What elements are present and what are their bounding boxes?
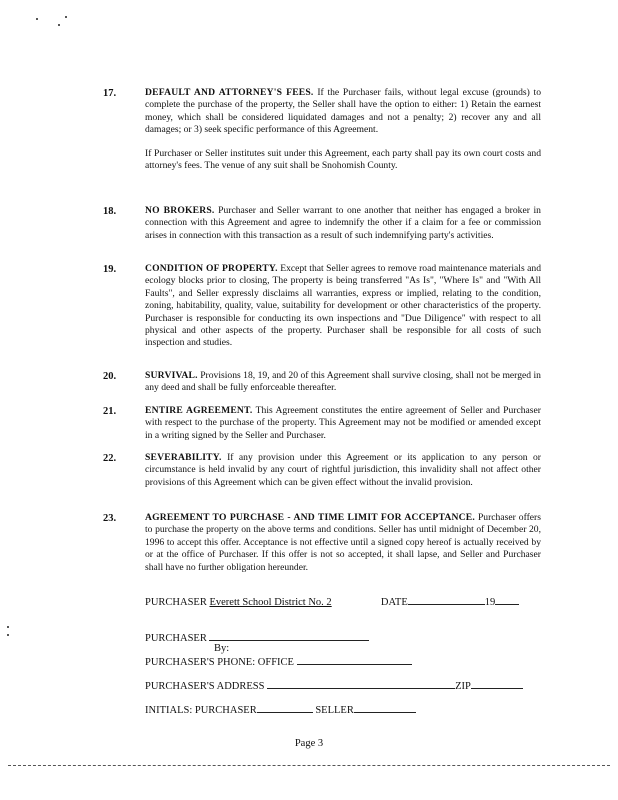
purchaser-name-field[interactable]: Everett School District No. 2 — [209, 597, 332, 608]
purchaser-signature-line — [145, 630, 369, 646]
section-paragraph: If the Purchaser fails, without legal excuse (grounds) to complete the purchase of the property, the Seller shall have the option to either: 1) Retain the earnest money, which shall be considered liquidated damages and not a penalty; 2) recover any and all damages; or 3) seek specific performance of this Agreement. — [145, 87, 542, 136]
office-label: OFFICE — [257, 657, 294, 668]
section-number: 18. — [103, 206, 117, 217]
address-label: PURCHASER'S ADDRESS — [145, 681, 265, 692]
section-body — [145, 87, 541, 183]
section-body — [145, 263, 541, 361]
purchaser-label: PURCHASER — [145, 633, 207, 644]
scan-speck — [65, 16, 67, 18]
section-body — [145, 512, 541, 585]
section-body — [145, 370, 541, 406]
office-phone-field[interactable] — [297, 654, 412, 665]
section-heading: ENTIRE AGREEMENT. — [145, 405, 253, 416]
section-paragraph: Except that Seller agrees to remove road maintenance materials and ecology blocks prior to closing, The property is being transferred "As Is", "Where Is" and "With All Faults", and Seller expressly disclaims all warranties, express or implied, relating to the condition, zoning, habitability, quality, value, suitability for development or other characteristics of the property. Purchaser is responsible for conducting its own inspections and "Due Diligence" with respect to all physical and other aspects of the property. Purchaser shall be responsible for all costs of such inspection and studies. — [145, 263, 541, 349]
section-number: 22. — [103, 453, 117, 464]
section-number: 20. — [103, 371, 117, 382]
page-number: Page 3 — [294, 738, 324, 749]
scan-speck — [7, 626, 9, 628]
section-heading: DEFAULT AND ATTORNEY'S FEES. — [145, 87, 314, 98]
initials-label: INITIALS: PURCHASER — [145, 705, 257, 716]
date-label: DATE — [380, 597, 408, 608]
scan-speck — [36, 18, 38, 20]
phone-line — [145, 654, 412, 670]
scan-speck — [58, 24, 60, 26]
section-number: 19. — [103, 264, 117, 275]
scan-speck — [7, 634, 9, 636]
purchaser-initials-field[interactable] — [257, 702, 313, 713]
section-paragraph: If Purchaser or Seller institutes suit under this Agreement, each party shall pay its own court costs and attorney's fees. The venue of any suit shall be Snohomish County. — [145, 147, 541, 172]
seller-initials-field[interactable] — [354, 702, 416, 713]
zip-label: ZIP — [455, 681, 471, 692]
year-field[interactable] — [495, 594, 519, 605]
section-heading: CONDITION OF PROPERTY. — [145, 263, 278, 274]
phone-label: PURCHASER'S PHONE: — [145, 657, 256, 668]
purchaser-label: PURCHASER — [145, 597, 207, 608]
section-body — [145, 452, 541, 500]
section-body — [145, 205, 541, 253]
section-paragraph: Provisions 18, 19, and 20 of this Agreement shall survive closing, shall not be merged in any deed and shall be fully enforceable thereafter. — [145, 370, 541, 394]
date-field[interactable] — [408, 594, 485, 605]
seller-label: SELLER — [315, 705, 354, 716]
address-field[interactable] — [267, 678, 455, 689]
address-line — [145, 678, 523, 694]
section-paragraph: Purchaser offers to purchase the property on the above terms and conditions. Seller has until midnight of December 20, 1996 to accept this offer. Acceptance is not effective until a signed copy hereof is actually received by or at the office of Purchaser. If this offer is not so accepted, it shall lapse, and Seller and Purchaser shall have no further obligation hereunder. — [145, 512, 541, 573]
by-label: By: — [214, 643, 230, 654]
purchaser-date-line — [145, 594, 519, 610]
section-paragraph: If any provision under this Agreement or its application to any person or circumstance is held invalid by any court of rightful jurisdiction, this invalidity shall not affect other provisions of this Agreement which can be given effect without the invalid provision. — [145, 452, 542, 488]
section-paragraph: This Agreement constitutes the entire agreement of Seller and Purchaser with respect to the purchase of the property. This Agreement may not be modified or amended except in a writing signed by the Seller and Purchaser. — [145, 405, 541, 441]
page-bottom-rule — [8, 765, 610, 766]
initials-line — [145, 702, 416, 718]
section-heading: NO BROKERS. — [145, 205, 215, 216]
purchaser-signature-field[interactable] — [209, 630, 369, 641]
section-number: 17. — [103, 88, 117, 99]
section-number: 21. — [103, 406, 117, 417]
zip-field[interactable] — [471, 678, 523, 689]
section-number: 23. — [103, 513, 117, 524]
section-body — [145, 405, 541, 453]
section-heading: SEVERABILITY. — [145, 452, 222, 463]
section-heading: SURVIVAL. — [145, 370, 198, 381]
year-prefix: 19 — [484, 597, 496, 608]
section-paragraph: Purchaser and Seller warrant to one another that neither has engaged a broker in connection with this Agreement and agree to indemnify the other if a claim for a fee or commission arises in connection with this transaction as a result of such indemnifying party's activities. — [145, 205, 541, 241]
section-heading: AGREEMENT TO PURCHASE - AND TIME LIMIT FOR ACCEPTANCE. — [145, 512, 475, 523]
